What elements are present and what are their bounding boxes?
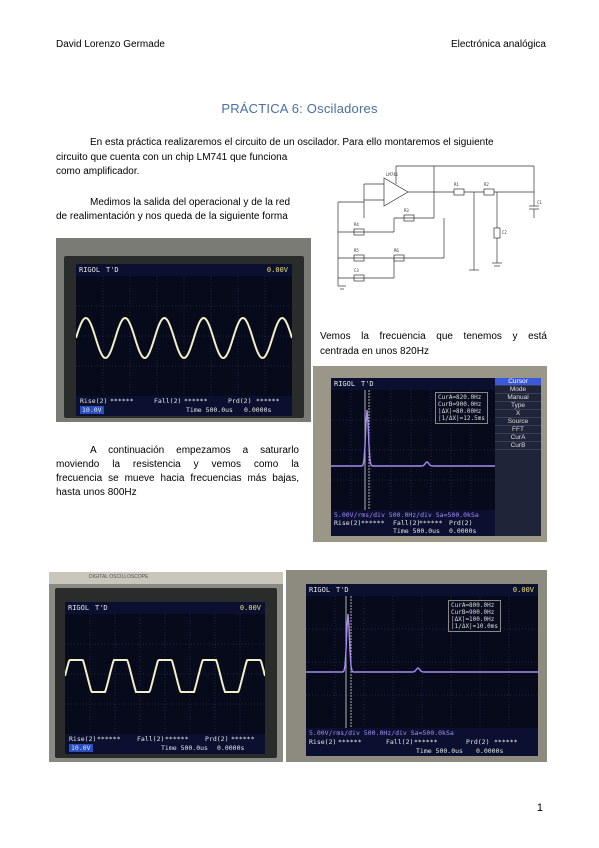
paragraph-intro-line2: circuito que cuenta con un chip LM741 que funciona (56, 152, 288, 163)
scope-mode: T'D (95, 604, 108, 612)
delta-x-readout: |ΔX|=80.00Hz (438, 408, 482, 415)
timebase: Time 500.0us (161, 744, 208, 752)
scope-mode: T'D (361, 380, 374, 388)
rise-label: Rise(2) (80, 397, 108, 405)
scope-trigger-level: 0.00V (512, 586, 534, 594)
svg-text:C1: C1 (537, 200, 542, 205)
period-value: ****** (494, 738, 518, 746)
scope-photo-clipped (49, 572, 283, 762)
svg-text:R6: R6 (394, 248, 399, 253)
scope-photo-sine (56, 238, 311, 422)
menu-curb[interactable]: CurB (495, 442, 541, 450)
scope-measure-bar (76, 396, 292, 416)
page-title: PRÁCTICA 6: Osciladores (221, 101, 378, 116)
fall-label: Fall(2) (137, 735, 165, 743)
scope-brand: RIGOL (334, 380, 356, 388)
fall-value: ****** (184, 397, 208, 405)
menu-cura[interactable]: CurA (495, 434, 541, 442)
inverse-delta-readout: |1/ΔX|=10.0ms (451, 623, 498, 630)
cursor-b-readout: CurB=900.0Hz (438, 401, 482, 408)
header-subject: Electrónica analógica (450, 39, 546, 50)
rise-value: ****** (338, 738, 362, 746)
clipped-trace (65, 660, 265, 692)
scope-mode: T'D (336, 586, 349, 594)
scope-brand: RIGOL (68, 604, 90, 612)
scope-photo-fft-1 (313, 366, 547, 542)
rise-label: Rise(2) (69, 735, 97, 743)
scope-screen-2 (331, 378, 541, 536)
fft-settings: 5.00V/rms/div 500.0Hz/div Sa=500.0kSa (334, 511, 479, 519)
fall-label: Fall(2) (154, 397, 182, 405)
scope-trigger-level: 0.00V (239, 604, 261, 612)
inverse-delta-readout: |1/ΔX|=12.5ms (438, 415, 485, 422)
scope-brand: RIGOL (309, 586, 331, 594)
menu-type[interactable]: Type (495, 402, 541, 410)
scope-status-bar (76, 264, 292, 276)
time-offset: 0.0000s (217, 744, 245, 752)
scope-status-bar (306, 584, 538, 596)
period-value: ****** (231, 735, 255, 743)
channel-scale: 10.0V (71, 744, 91, 752)
saturate-text-3: frecuencia se mueve hacia frecuencias más bajas, (56, 473, 299, 484)
svg-text:R4: R4 (354, 222, 359, 227)
circuit-label-chip: LM741 (386, 172, 399, 177)
period-label: Prd(2) (466, 738, 490, 746)
menu-fft[interactable]: FFT (495, 426, 541, 434)
period-label: Prd(2) (449, 519, 473, 527)
period-label: Prd(2) (228, 397, 252, 405)
menu-cursor[interactable]: Cursor (495, 378, 541, 386)
intro-text-1: En esta práctica realizaremos el circuito de un oscilador. Para ello montaremos el siguiente (90, 137, 494, 148)
timebase: Time 500.0us (416, 747, 463, 755)
rise-label: Rise(2) (334, 519, 362, 527)
cursor-readout (448, 600, 501, 632)
paragraph-saturate (56, 444, 299, 500)
scope-photo-fft-2 (286, 570, 547, 762)
timebase: Time 500.0us (186, 406, 233, 414)
header-author: David Lorenzo Germade (56, 39, 165, 50)
period-value: ****** (256, 397, 280, 405)
paragraph-freq-line2: centrada en unos 820Hz (320, 346, 429, 357)
scope-screen-1 (76, 264, 292, 416)
scope-mode: T'D (106, 266, 119, 274)
page-number: 1 (536, 802, 543, 814)
fall-value: ****** (414, 738, 438, 746)
scope-measure-bar (306, 728, 538, 756)
time-offset: 0.0000s (449, 527, 477, 535)
svg-text:R5: R5 (354, 248, 359, 253)
scope-brand: RIGOL (79, 266, 101, 274)
menu-mode[interactable]: Mode (495, 386, 541, 394)
saturate-text-2: moviendo la resistencia y vemos como la (56, 459, 299, 470)
svg-text:C2: C2 (502, 230, 507, 235)
svg-text:R2: R2 (484, 182, 489, 187)
scope-screen-3 (65, 602, 265, 754)
menu-source[interactable]: Source (495, 418, 541, 426)
paragraph-intro-line1 (56, 136, 547, 150)
scope-measure-bar (331, 510, 495, 536)
scope-label-strip (49, 572, 283, 584)
scope-status-bar (65, 602, 265, 614)
time-offset: 0.0000s (244, 406, 272, 414)
rise-value: ****** (361, 519, 385, 527)
fall-label: Fall(2) (393, 519, 421, 527)
scope-model-label: DIGITAL OSCILLOSCOPE (89, 574, 149, 580)
time-offset: 0.0000s (476, 747, 504, 755)
cursor-b-readout: CurB=900.0Hz (451, 609, 495, 616)
cursor-readout (435, 392, 488, 424)
measure-text-1: Medimos la salida del operacional y de la red (90, 197, 291, 208)
menu-manual[interactable]: Manual (495, 394, 541, 402)
paragraph-measure-line2: de realimentación y nos queda de la siguiente forma (56, 211, 288, 222)
svg-text:C3: C3 (354, 268, 359, 273)
scope-trigger-level: 0.00V (266, 266, 288, 274)
scope-softkey-menu (495, 378, 541, 536)
paragraph-freq-line1: Vemos la frecuencia que tenemos y está (320, 331, 547, 342)
menu-x[interactable]: X (495, 410, 541, 418)
rise-value: ****** (97, 735, 121, 743)
fft-plot-2 (306, 596, 538, 728)
fall-value: ****** (165, 735, 189, 743)
paragraph-measure-line1 (56, 196, 290, 210)
fft-settings: 5.00V/rms/div 500.0Hz/div Sa=500.0kSa (309, 729, 454, 737)
sine-waveform-plot (76, 276, 292, 396)
svg-text:R3: R3 (404, 208, 409, 213)
circuit-diagram (334, 158, 548, 306)
fft-trace (306, 614, 538, 672)
rise-label: Rise(2) (309, 738, 337, 746)
period-label: Prd(2) (205, 735, 229, 743)
rise-value: ****** (110, 397, 134, 405)
saturate-text-4: hasta unos 800Hz (56, 487, 137, 498)
delta-x-readout: |ΔX|=100.0Hz (451, 616, 495, 623)
cursor-a-readout: CurA=820.0Hz (438, 394, 482, 401)
cursor-a-readout: CurA=800.0Hz (451, 602, 495, 609)
channel-scale: 10.0V (82, 406, 102, 414)
svg-text:R1: R1 (454, 182, 459, 187)
fall-label: Fall(2) (386, 738, 414, 746)
scope-screen-4 (306, 584, 538, 756)
paragraph-intro-line3: como amplificador. (56, 166, 140, 177)
scope-measure-bar (65, 734, 265, 754)
clipped-waveform-plot (65, 614, 265, 734)
fall-value: ****** (419, 519, 443, 527)
saturate-text-1: A continuación empezamos a saturarlo (90, 445, 299, 456)
timebase: Time 500.0us (393, 527, 440, 535)
